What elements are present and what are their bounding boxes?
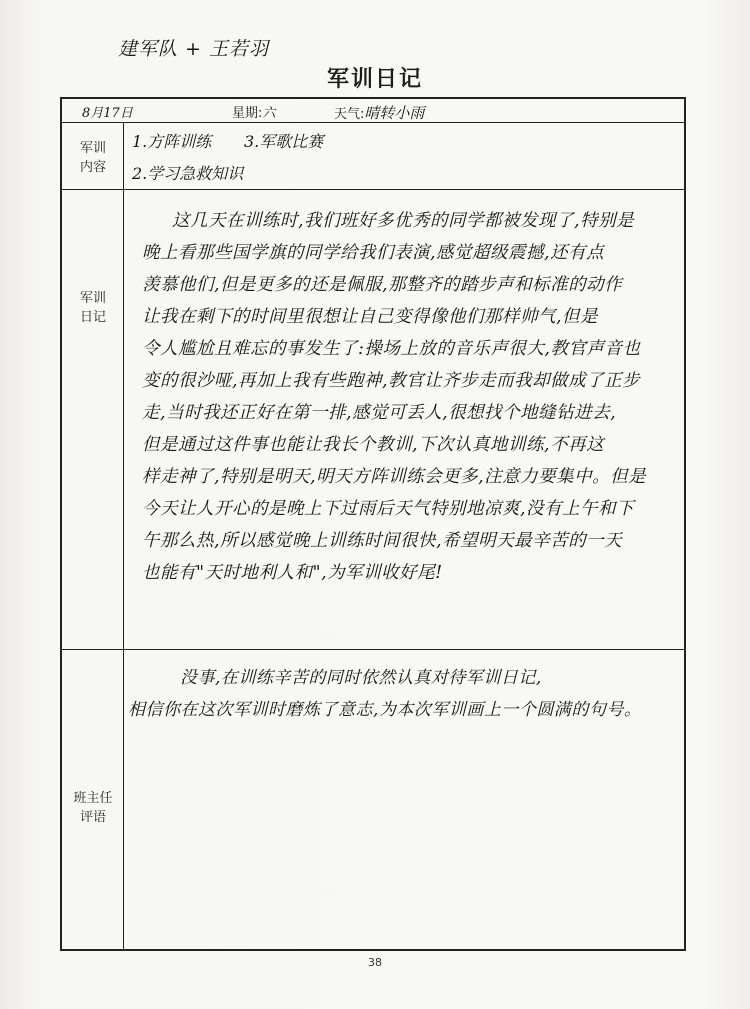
divider-content-diary [62, 189, 684, 190]
comment-label [62, 789, 124, 827]
comment-label-line: 评语 [79, 810, 106, 825]
teacher-comment-line: 相信你在这次军训时磨炼了意志,为本次军训画上一个圆满的句号。 [128, 700, 642, 720]
divider-diary-comment [62, 649, 684, 650]
diary-line: 样走神了,特别是明天,明天方阵训练会更多,注意力要集中。但是 [142, 467, 647, 487]
content-label-line: 内容 [79, 160, 106, 175]
page-title: 军训日记 [326, 67, 423, 92]
weekday-value: 六 [262, 106, 276, 121]
diary-line: 也能有"天时地利人和",为军训收好尾! [142, 563, 443, 583]
diary-label-line: 军训 [79, 291, 106, 306]
diary-line: 走,当时我还正好在第一排,感觉可丢人,很想找个地缝钻进去, [142, 403, 617, 423]
training-item: 1.方阵训练 [132, 132, 212, 151]
training-item: 3.军歌比赛 [244, 132, 324, 151]
weather-label: 天气: [334, 107, 365, 122]
weekday-field [232, 102, 275, 121]
page-number: 38 [368, 956, 382, 969]
diary-line: 变的很沙哑,再加上我有些跑神,教官让齐步走而我却做成了正步 [142, 371, 641, 391]
diary-line: 晚上看那些国学旗的同学给我们表演,感觉超级震撼,还有点 [142, 243, 605, 263]
weather-field [334, 102, 424, 123]
diary-line: 令人尴尬且难忘的事发生了:操场上放的音乐声很大,教官声音也 [142, 339, 641, 359]
date-value: 8月17日 [82, 106, 133, 121]
comment-label-line: 班主任 [73, 791, 113, 806]
diary-line: 羡慕他们,但是更多的还是佩服,那整齐的踏步声和标准的动作 [142, 275, 623, 295]
diary-line: 这几天在训练时,我们班好多优秀的同学都被发现了,特别是 [172, 211, 635, 231]
weekday-label: 星期: [232, 106, 263, 121]
diary-line: 午那么热,所以感觉晚上训练时间很快,希望明天最辛苦的一天 [142, 531, 623, 551]
diary-form-table [60, 97, 686, 951]
teacher-comment-line: 没事,在训练辛苦的同时依然认真对待军训日记, [180, 668, 542, 688]
diary-line: 让我在剩下的时间里很想让自己变得像他们那样帅气,但是 [142, 307, 599, 327]
training-item: 2.学习急救知识 [132, 164, 244, 183]
weather-value: 晴转小雨 [364, 104, 425, 122]
content-label [62, 139, 124, 177]
content-label-line: 军训 [79, 141, 106, 156]
diary-line: 但是通过这件事也能让我长个教训,下次认真地训练,不再这 [142, 435, 605, 455]
diary-label [62, 289, 124, 327]
info-row [62, 99, 684, 123]
diary-label-line: 日记 [79, 310, 106, 325]
handwritten-name-note: 建军队 + 王若羽 [118, 38, 269, 60]
diary-line: 今天让人开心的是晚上下过雨后天气特别地凉爽,没有上午和下 [142, 499, 635, 519]
